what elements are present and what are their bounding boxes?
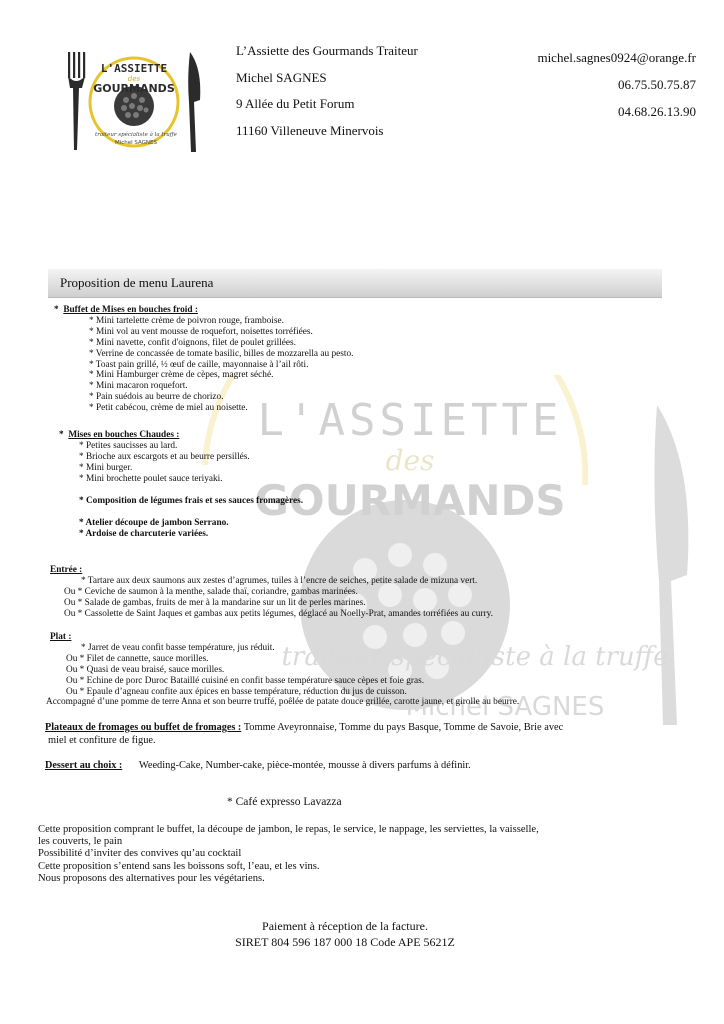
company-address-block	[236, 38, 418, 144]
condition-line: Cette proposition s’entend sans les boissons soft, l’eau, et les vins.	[38, 860, 320, 872]
city-address: 11160 Villeneuve Minervois	[236, 122, 384, 138]
logo-owner: Michel SAGNES	[114, 140, 158, 146]
watermark-tagline: traiteur spécialiste à la truffe	[281, 642, 669, 672]
logo-tagline: traiteur spécialiste à la truffe	[95, 132, 177, 138]
list-item: Ou * Quasi de veau braisé, sauce morilles.	[66, 664, 225, 675]
list-item: * Pain suédois au beurre de chorizo.	[89, 392, 224, 403]
list-item: * Mini burger.	[79, 462, 133, 473]
condition-line: les couverts, le pain	[38, 836, 123, 848]
fromages-text-2: miel et confiture de figue.	[48, 735, 156, 746]
list-item: * Mini navette, confit d'oignons, filet de poulet grillées.	[89, 337, 296, 348]
company-name: L’Assiette des Gourmands Traiteur	[236, 43, 418, 58]
list-item: Ou * Epaule d’agneau confite aux épices en basse température, réduction du jus de cuisson.	[66, 686, 407, 697]
plat-heading: Plat :	[50, 632, 72, 642]
email: michel.sagnes0924@orange.fr	[537, 50, 696, 65]
footer	[0, 918, 690, 950]
phone-fixed: 04.68.26.13.90	[618, 104, 696, 119]
condition-line: Nous proposons des alternatives pour les végétariens.	[38, 872, 265, 884]
list-item: * Mini Hamburger crème de cèpes, magret séché.	[89, 370, 274, 381]
logo-text-line1: L'ASSIETTE	[100, 62, 168, 75]
buffet-froid-section	[54, 305, 654, 414]
buffet-froid-heading: Buffet de Mises en bouches froid :	[63, 305, 198, 315]
payment-terms: Paiement à réception de la facture.	[262, 919, 428, 933]
buffet-chaud-bullet: *	[59, 430, 64, 440]
list-item: Ou * Echine de porc Duroc Bataillé cuisiné en confit basse température sauce cèpes et foie gras.	[66, 675, 425, 686]
list-item: * Mini vol au vent mousse de roquefort, noisettes torréfiées.	[89, 326, 313, 337]
knife-icon	[188, 52, 200, 152]
buffet-chaud-section	[59, 430, 659, 540]
section-title: Proposition de menu Laurena	[60, 275, 214, 290]
list-item: Ou * Salade de gambas, fruits de mer à la mandarine sur un lit de perles marines.	[64, 597, 366, 608]
fork-icon	[68, 52, 85, 150]
fromages-section	[45, 721, 685, 747]
dessert-section	[45, 759, 685, 772]
list-item: Ou * Filet de cannette, sauce morilles.	[66, 653, 209, 664]
logo-text-line2: des	[127, 75, 141, 83]
list-item: Ou * Cassolette de Saint Jaques et gambas aux petits légumes, déglacé au Noelly-Prat, amandes torréfiées au curry.	[64, 608, 493, 619]
list-item: * Petites saucisses au lard.	[79, 440, 178, 451]
entree-section	[50, 565, 690, 620]
dessert-heading: Dessert au choix :	[45, 760, 123, 771]
list-item: * Mini brochette poulet sauce teriyaki.	[79, 473, 223, 484]
list-item: * Brioche aux escargots et au beurre persillés.	[79, 451, 250, 462]
phone-mobile: 06.75.50.75.87	[618, 77, 696, 92]
fromages-text-1: Tomme Aveyronnaise, Tomme du pays Basque, Tomme de Savoie, Brie avec	[241, 722, 564, 733]
plat-section	[46, 632, 690, 708]
buffet-chaud-heading: Mises en bouches Chaudes :	[68, 430, 180, 440]
list-item: * Petit cabécou, crème de miel au noisette.	[89, 403, 248, 414]
street-address: 9 Allée du Petit Forum	[236, 96, 355, 111]
contact-block	[537, 44, 696, 125]
watermark-line1: L'ASSIETTE	[257, 395, 563, 446]
list-item: * Mini tartelette crème de poivron rouge, framboise.	[89, 315, 284, 326]
list-item: Ou * Ceviche de saumon à la menthe, salade thaï, coriandre, gambas marinées.	[64, 586, 358, 597]
conditions-block	[38, 824, 678, 885]
legumes-item: * Composition de légumes frais et ses sauces fromagères.	[79, 495, 304, 506]
watermark-line2: des	[385, 444, 435, 477]
list-item: * Mini macaron roquefort.	[89, 381, 188, 392]
list-item: * Verrine de concassée de tomate basilic, billes de mozzarella au pesto.	[89, 348, 354, 359]
owner-name: Michel SAGNES	[236, 69, 327, 85]
buffet-froid-title	[54, 305, 654, 316]
condition-line: Cette proposition comprant le buffet, la découpe de jambon, le repas, le service, le nappage, les serviettes, la vaisselle,	[38, 824, 539, 835]
buffet-chaud-title	[59, 430, 659, 441]
entree-heading: Entrée :	[50, 565, 83, 575]
siret-number: SIRET 804 596 187 000 18 Code APE 5621Z	[235, 935, 455, 949]
section-header-bar	[48, 269, 662, 298]
dessert-text: Weeding-Cake, Number-cake, pièce-montée, mousse à divers parfums à définir.	[138, 760, 471, 771]
buffet-chaud-list	[59, 441, 659, 540]
cafe-item: * Café expresso Lavazza	[227, 796, 342, 808]
fromages-heading: Plateaux de fromages ou buffet de fromages :	[45, 722, 242, 733]
list-item: * Jarret de veau confit basse température, jus réduit.	[81, 642, 275, 653]
list-item: * Toast pain grillé, ½ œuf de caille, mayonnaise à l’ail rôti.	[89, 359, 309, 370]
logo-text-line3: GOURMANDS	[93, 82, 175, 95]
condition-line: Possibilité d’inviter des convives qu’au cocktail	[38, 848, 242, 860]
watermark-line3: GOURMANDS	[254, 476, 566, 525]
buffet-froid-list	[54, 316, 654, 414]
plat-accompaniment: Accompagné d’une pomme de terre Anna et son beurre truffé, poêlée de patate douce grillée, carotte jaune, et girolle au beurre.	[46, 697, 520, 708]
buffet-froid-bullet: *	[54, 305, 59, 315]
charcuterie-item: * Ardoise de charcuterie variées.	[79, 529, 209, 540]
list-item: * Tartare aux deux saumons aux zestes d’agrumes, tuiles à l’encre de seiches, petite salade de mizuna vert.	[81, 575, 478, 586]
company-logo	[62, 48, 212, 160]
watermark-owner: Michel SAGNES	[405, 692, 605, 722]
jambon-item: * Atelier découpe de jambon Serrano.	[79, 518, 229, 529]
